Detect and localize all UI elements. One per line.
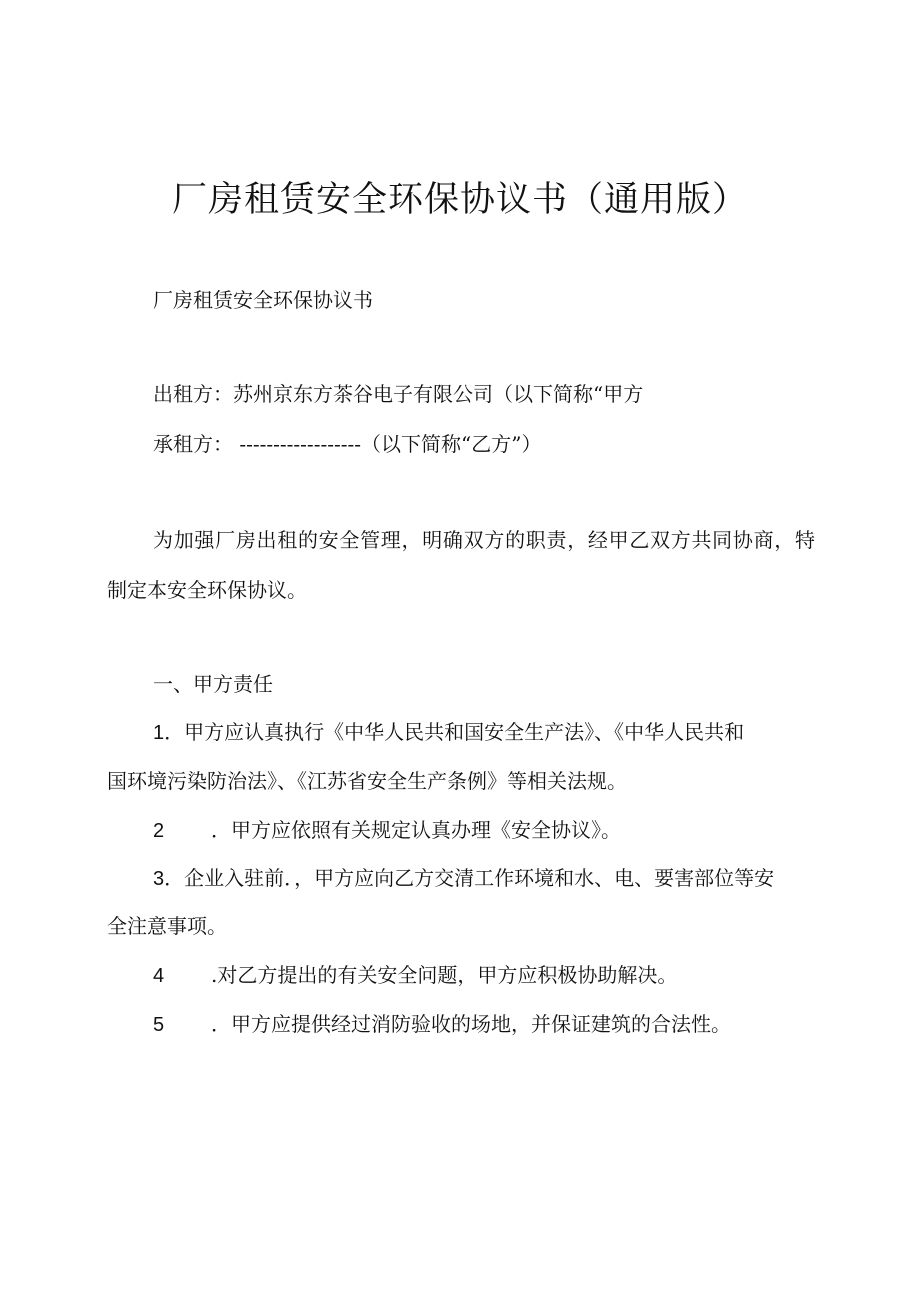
list-item-2 bbox=[153, 817, 621, 844]
item-text: ．甲方应提供经过消防验收的场地，并保证建筑的合法性。 bbox=[211, 1012, 731, 1036]
list-item-1-continued: 国环境污染防治法》、《江苏省安全生产条例》等相关法规。 bbox=[107, 769, 627, 793]
lessor-line: 出租方：苏州京东方茶谷电子有限公司（以下简称“甲方 bbox=[153, 382, 644, 406]
document-subtitle: 厂房租赁安全环保协议书 bbox=[153, 288, 373, 312]
item-number: 5 bbox=[153, 1014, 165, 1036]
item-text: .对乙方提出的有关安全问题，甲方应积极协助解决。 bbox=[211, 963, 678, 987]
item-text: ．企业入驻前．，甲方应向乙方交清工作环境和水、电、要害部位等安 bbox=[164, 866, 775, 890]
item-text: ．甲方应认真执行《中华人民共和国安全生产法》、《中华人民共和 bbox=[164, 720, 745, 744]
item-number: 2 bbox=[153, 820, 165, 842]
item-number: 1 bbox=[153, 722, 165, 744]
item-text: ．甲方应依照有关规定认真办理《安全协议》。 bbox=[211, 818, 621, 842]
document-title: 厂房租赁安全环保协议书（通用版） bbox=[171, 180, 748, 220]
item-number: 3 bbox=[153, 868, 165, 890]
list-item-3 bbox=[153, 865, 774, 892]
lessee-line: 承租方： ------------------（以下简称“乙方”） bbox=[153, 432, 542, 456]
intro-line-1: 为加强厂房出租的安全管理，明确双方的职责，经甲乙双方共同协商，特 bbox=[153, 528, 815, 552]
list-item-4 bbox=[153, 962, 677, 989]
section-heading-party-a: 一、甲方责任 bbox=[153, 672, 273, 696]
list-item-1 bbox=[153, 719, 744, 746]
list-item-3-continued: 全注意事项。 bbox=[107, 914, 227, 938]
item-number: 4 bbox=[153, 965, 165, 987]
intro-line-2: 制定本安全环保协议。 bbox=[107, 578, 307, 602]
list-item-5 bbox=[153, 1011, 731, 1038]
